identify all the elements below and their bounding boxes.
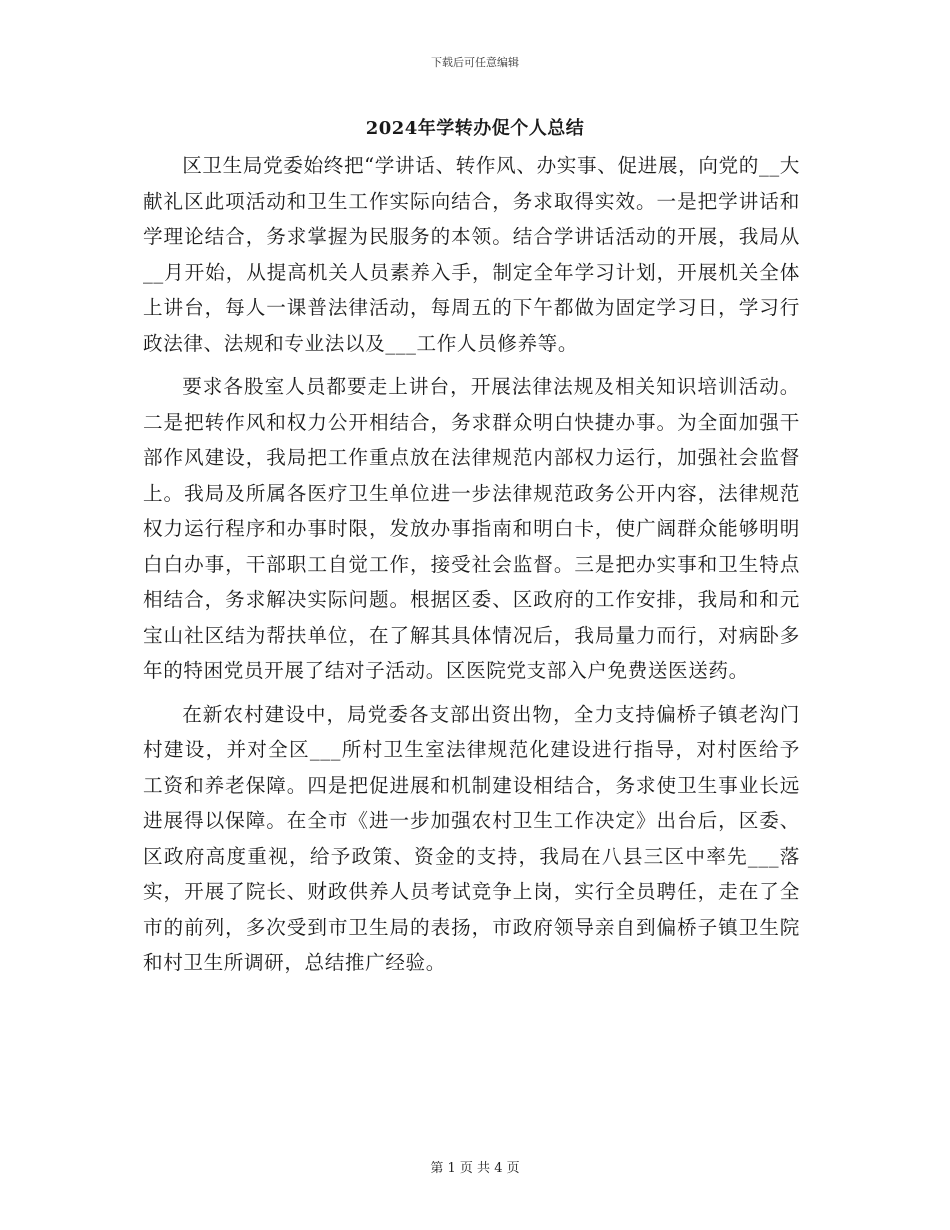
paragraph-1: 区卫生局党委始终把“学讲话、转作风、办实事、促进展，向党的__大献礼区此项活动和卫生工作实际向结合，务求取得实效。一是把学讲话和学理论结合，务求掌握为民服务的本领。结合学讲话活动的开展，我局从__月开始，从提高机关人员素养入手，制定全年学习计划，开展机关全体上讲台，每人一课普法律活动，每周五的下午都做为固定学习日，学习行政法律、法规和专业法以及___工作人员修养等。 [143, 154, 800, 355]
document-title: 2024年学转办促个人总结 [365, 118, 585, 139]
paragraph-3: 在新农村建设中，局党委各支部出资出物，全力支持偏桥子镇老沟门村建设，并对全区___所村卫生室法律规范化建设进行指导，对村医给予工资和养老保障。四是把促进展和机制建设相结合，务求使卫生事业长远进展得以保障。在全市《进一步加强农村卫生工作决定》出台后，区委、区政府高度重视，给予政策、资金的支持，我局在八县三区中率先___落实，开展了院长、财政供养人员考试竞争上岗，实行全员聘任，走在了全市的前列，多次受到市卫生局的表扬，市政府领导亲自到偏桥子镇卫生院和村卫生所调研，总结推广经验。 [143, 702, 800, 974]
page-number: 第 1 页 共 4 页 [430, 1161, 520, 1176]
page-header-note: 下载后可任意编辑 [431, 56, 519, 69]
paragraph-2: 要求各股室人员都要走上讲台，开展法律法规及相关知识培训活动。二是把转作风和权力公开相结合，务求群众明白快捷办事。为全面加强干部作风建设，我局把工作重点放在法律规范内部权力运行，加强社会监督上。我局及所属各医疗卫生单位进一步法律规范政务公开内容，法律规范权力运行程序和办事时限，发放办事指南和明白卡，使广阔群众能够明明白白办事，干部职工自觉工作，接受社会监督。三是把办实事和卫生特点相结合，务求解决实际问题。根据区委、区政府的工作安排，我局和和元宝山社区结为帮扶单位，在了解其具体情况后，我局量力而行，对病卧多年的特困党员开展了结对子活动。区医院党支部入户免费送医送药。 [143, 375, 800, 682]
document-body [143, 148, 800, 981]
